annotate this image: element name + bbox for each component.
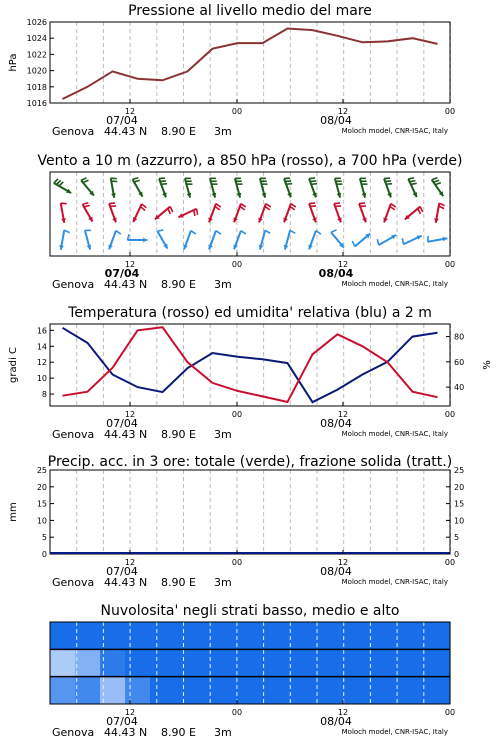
barb-feather [81,178,86,181]
cloud-cell [300,677,326,704]
x-tick-label: 00 [231,260,243,269]
x-tick-label: 12 [337,260,349,269]
barb-feather [291,204,296,207]
humidity-line [63,328,438,402]
wind-barb [360,178,368,197]
date-label: 07/04 [106,715,138,728]
cloud-cell [425,622,451,649]
wind-barb [334,203,342,222]
y-tick-label: 1022 [26,50,47,60]
wind-chart [37,153,462,291]
location-lon: 8.90 E [161,726,196,739]
barb-feather [334,203,340,204]
barb-feather [359,203,365,204]
barb-feather [83,203,89,205]
cloud-cell [400,677,426,704]
x-tick-label: 12 [337,558,349,567]
cloud-cell [125,677,151,704]
cloud-cell [300,649,326,676]
wind-barb [309,178,317,197]
cloud-cell [75,622,101,649]
barb-feather [266,204,271,207]
plot-frame [50,22,450,103]
barb-feather [420,207,423,212]
wind-barb [210,178,218,197]
barb-feather [390,206,395,209]
barb-feather [310,181,316,182]
cloud-cell [150,677,176,704]
barb-feather [197,209,198,215]
barb-feather [309,203,315,204]
barb-feather [335,206,341,207]
barb-feather [111,181,117,182]
barb-feather [240,206,245,209]
barb-feather [61,203,67,204]
wind-barb [81,178,94,196]
cloud-cell [50,622,76,649]
location-lat: 44.43 N [104,278,148,291]
x-tick-label: 00 [444,260,456,269]
wind-barb [308,231,321,250]
wind-barb [133,204,146,222]
location-elevation: 3m [214,726,232,739]
wind-barb [383,204,396,223]
wind-barb [208,204,221,223]
barb-feather [352,241,355,246]
wind-barb [359,203,367,222]
barb-feather [160,181,166,182]
cloud-cell [225,622,251,649]
barb-feather [311,184,317,185]
barb-feather [133,178,139,180]
wind-barb [178,209,197,218]
date-label: 08/04 [318,267,354,280]
cloud-cell [400,622,426,649]
y-tick-label: 5 [41,533,47,543]
barb-feather [386,184,392,185]
cloud-cell [425,649,451,676]
x-tick-label: 00 [444,107,456,116]
model-credit: Moloch model, CNR-ISAC, Italy [341,578,448,586]
x-tick-label: 12 [124,410,136,419]
y-tick-label: 12 [36,358,47,368]
location-lat: 44.43 N [104,428,148,441]
barb-feather [418,209,421,214]
cloud-cell [275,677,301,704]
pressure-line [63,29,438,100]
cloud-cell [275,622,301,649]
pressure-chart [8,3,455,138]
x-tick-label: 00 [231,410,243,419]
wind-barb [159,178,167,197]
x-tick-label: 12 [124,260,136,269]
barb-feather [116,231,121,234]
precipitation-chart [8,454,464,589]
location-name: Genova [52,125,95,138]
barb-feather [134,180,140,182]
barb-feather [265,230,270,233]
cloud-cell [225,649,251,676]
cloud-cell [200,649,226,676]
barb-feather [191,231,196,234]
x-tick-label: 12 [337,708,349,717]
wind-barb [384,178,392,197]
barb-feather [83,180,88,183]
cloud-cell [325,677,351,704]
date-label: 08/04 [320,565,352,578]
barb-feather [194,210,195,216]
cloud-cell [150,622,176,649]
x-tick-label: 12 [124,558,136,567]
barb-feather [216,204,221,207]
wind-barb [61,203,67,223]
cloud-cell [300,622,326,649]
cloud-cell [150,649,176,676]
chart-title: Vento a 10 m (azzurro), a 850 hPa (rosso), a 700 hPa (verde) [37,153,463,169]
barb-feather [391,204,396,207]
x-tick-label: 00 [231,708,243,717]
cloud-cell [175,677,201,704]
barb-feather [290,230,295,233]
location-lon: 8.90 E [161,125,196,138]
barb-feather [439,206,444,209]
cloud-cell [75,649,101,676]
x-tick-label: 00 [231,558,243,567]
date-label: 08/04 [320,417,352,430]
wind-barb [283,204,296,223]
y-tick-label-right: 0 [454,550,460,559]
cloud-cell [200,622,226,649]
cloud-cell [350,649,376,676]
location-name: Genova [52,428,95,441]
barb-feather [331,230,336,233]
barb-feather [433,180,439,182]
barb-feather [109,203,115,204]
cloud-cell [250,677,276,704]
location-elevation: 3m [214,278,232,291]
barb-feather [408,178,414,179]
y-tick-label-right: 20 [454,482,465,492]
barb-feather [285,181,291,182]
x-tick-label: 00 [231,107,243,116]
cloud-cell [250,622,276,649]
date-label: 08/04 [320,114,352,127]
y-tick-label: 1024 [26,34,47,44]
barb-feather [265,206,270,209]
barb-feather [140,207,145,211]
wind-barb [331,230,344,248]
wind-barb [377,235,396,245]
location-lat: 44.43 N [104,125,148,138]
barb-feather [428,236,429,242]
wind-barb [405,207,423,220]
barb-feather [309,178,315,179]
location-elevation: 3m [214,125,232,138]
barb-feather [410,181,416,182]
chart-title: Nuvolosita' negli strati basso, medio e alto [100,603,400,619]
plot-frame [50,470,450,554]
y-axis-label: mm [8,502,19,522]
y-tick-label: 1026 [26,18,47,27]
barb-feather [310,206,316,207]
wind-barb [434,203,445,223]
barb-feather [170,207,173,212]
wind-barb [59,230,70,250]
y-tick-label: 10 [36,516,47,526]
location-elevation: 3m [214,576,232,589]
cloud-cell [325,649,351,676]
location-lon: 8.90 E [161,278,196,291]
wind-barb [158,230,168,249]
model-credit: Moloch model, CNR-ISAC, Italy [341,127,448,135]
barb-feather [168,209,171,214]
cloud-cell [275,649,301,676]
wind-barb [352,234,370,247]
wind-barb [428,236,448,242]
y-tick-label: 25 [36,466,47,475]
y-tick-label-right: 60 [454,357,465,367]
cloud-cell [225,677,251,704]
x-tick-label: 12 [337,107,349,116]
cloud-cell [325,622,351,649]
barb-feather [316,231,321,234]
barb-feather [241,231,246,234]
wind-barb [109,203,117,222]
location-lat: 44.43 N [104,576,148,589]
cloud-cell [50,649,76,676]
y-tick-label-right: 25 [454,466,465,475]
wind-barb [402,235,421,244]
cloud-cell [75,677,101,704]
barb-feather [384,178,390,179]
cloud-cell [175,622,201,649]
cloud-cell [350,677,376,704]
barb-feather [142,204,147,208]
x-tick-label: 00 [444,708,456,717]
wind-barb [259,230,271,249]
y-tick-label: 14 [36,342,47,352]
wind-barb [155,207,173,220]
barb-feather [84,205,90,207]
location-lat: 44.43 N [104,726,148,739]
date-label: 07/04 [106,114,138,127]
x-tick-label: 12 [337,410,349,419]
location-name: Genova [52,726,95,739]
model-credit: Moloch model, CNR-ISAC, Italy [341,430,448,438]
y-tick-label-right: 80 [454,332,465,342]
cloud-cell [350,622,376,649]
cloud-cell [250,649,276,676]
wind-barb [408,178,417,197]
location-elevation: 3m [214,428,232,441]
wind-barb [208,231,221,250]
barb-feather [215,206,220,209]
barb-feather [284,178,290,179]
wind-barb [309,203,317,222]
barb-head [143,238,147,243]
barb-feather [64,230,69,233]
y-tick-label-right: 40 [454,383,465,393]
y-tick-label: 1016 [26,99,47,108]
date-label: 08/04 [320,715,352,728]
barb-feather [111,178,117,179]
wind-barb [432,178,443,196]
cloud-cell [425,677,451,704]
y-tick-label-right: 10 [454,516,465,526]
date-label: 07/04 [104,267,140,280]
barb-feather [439,203,444,206]
wind-barb [258,204,271,223]
location-name: Genova [52,576,95,589]
y-tick-label-right: 5 [454,533,460,543]
barb-feather [385,181,391,182]
cloud-cover-chart [50,603,455,739]
wind-barb [83,203,93,222]
cloud-cell [125,649,151,676]
y-tick-label: 0 [41,550,47,559]
barb-feather [411,183,417,184]
location-name: Genova [52,278,95,291]
y-axis-label-right: % [482,360,493,370]
cloud-cell [50,677,76,704]
model-credit: Moloch model, CNR-ISAC, Italy [341,280,448,288]
wind-barb [111,178,117,198]
cloud-cell [175,649,201,676]
barb-feather [161,184,167,185]
temperature-humidity-chart [8,305,493,441]
x-tick-label: 12 [124,708,136,717]
barb-feather [159,178,165,179]
barb-feather [158,230,164,232]
wind-barb [185,178,193,197]
barb-feather [286,184,292,185]
barb-feather [432,178,438,180]
cloud-cell [200,677,226,704]
chart-title: Pressione al livello medio del mare [128,3,372,19]
barb-feather [377,239,379,245]
wind-barb [284,178,292,197]
y-tick-label: 1020 [26,66,47,76]
y-tick-label: 10 [36,374,47,384]
location-lon: 8.90 E [161,576,196,589]
y-tick-label: 8 [41,390,47,400]
y-axis-label: gradi C [8,347,19,383]
date-label: 07/04 [106,417,138,430]
barb-feather [402,238,403,244]
x-tick-label: 12 [124,107,136,116]
y-tick-label: 15 [36,499,47,509]
wind-barb [335,178,343,197]
y-tick-label: 16 [36,326,47,336]
wind-barb [85,230,91,249]
barb-feather [435,183,441,185]
location-lon: 8.90 E [161,428,196,441]
cloud-cell [125,622,151,649]
model-credit: Moloch model, CNR-ISAC, Italy [341,728,448,736]
wind-barb [133,178,143,197]
wind-barb [233,204,246,223]
chart-title: Temperatura (rosso) ed umidita' relativa (blu) a 2 m [68,305,432,321]
wind-barb [284,230,296,249]
date-label: 07/04 [106,565,138,578]
wind-barb [233,231,246,250]
wind-barb [108,231,121,250]
x-tick-label: 00 [444,410,456,419]
barb-feather [110,206,116,207]
wind-barb [235,178,243,197]
chart-title: Precip. acc. in 3 ore: totale (verde), frazione solida (tratt.) [47,454,453,470]
barb-feather [360,206,366,207]
x-tick-label: 00 [444,558,456,567]
wind-barb [183,231,196,250]
cloud-cell [400,649,426,676]
wind-barb [54,179,71,193]
barb-feather [216,231,221,234]
y-tick-label: 20 [36,482,47,492]
y-axis-label: hPa [8,53,19,72]
y-tick-label-right: 15 [454,499,465,509]
y-tick-label: 1018 [26,82,47,92]
barb-feather [241,204,246,207]
